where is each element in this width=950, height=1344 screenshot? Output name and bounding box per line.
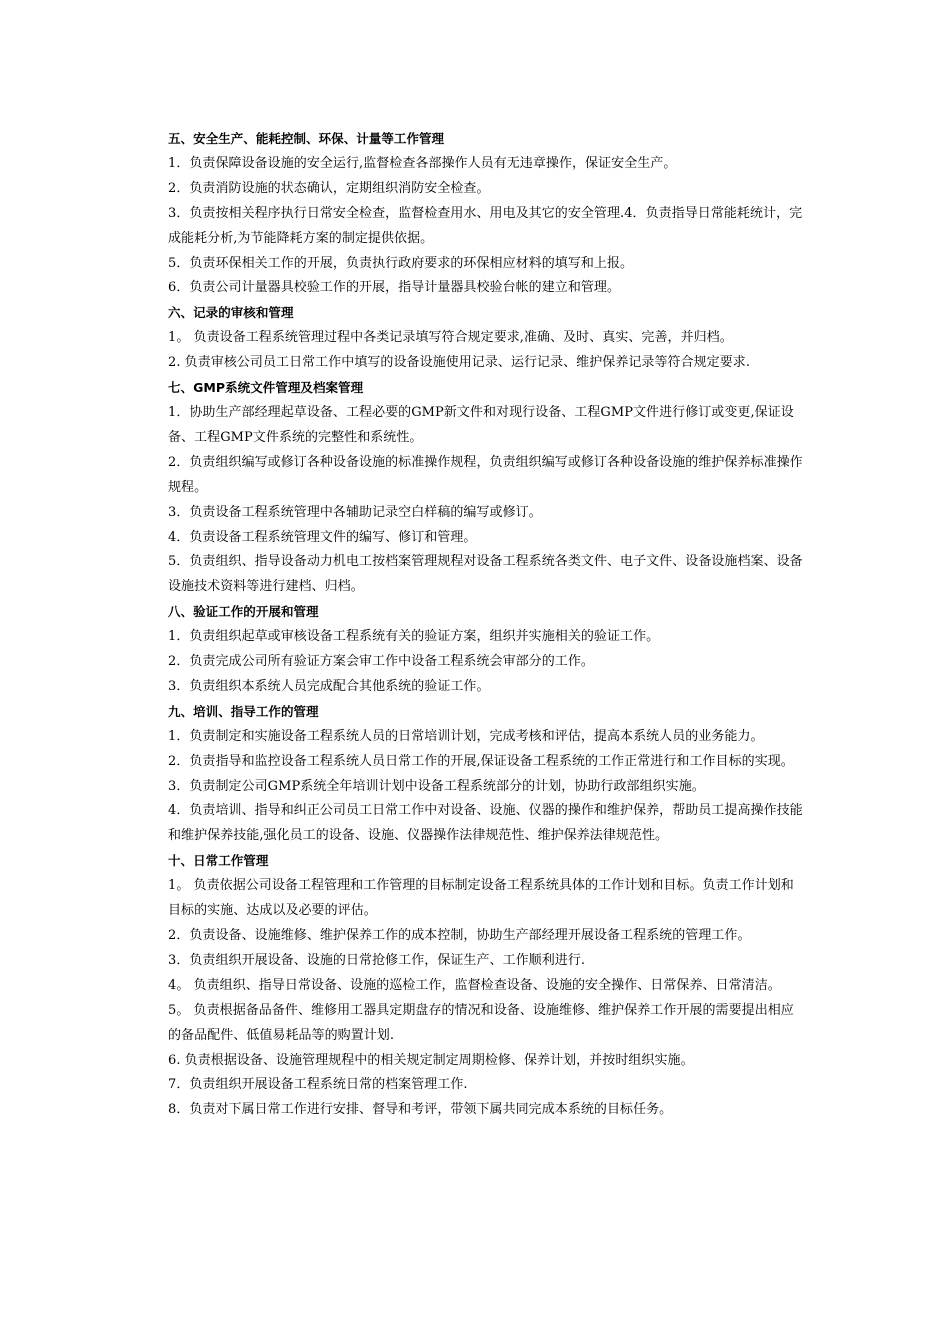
list-item: 5．负责组织、指导设备动力机电工按档案管理规程对设备工程系统各类文件、电子文件、设备设施档案、设备设施技术资料等进行建档、归档。: [168, 554, 803, 595]
list-item: 3．负责按相关程序执行日常安全检查，监督检查用水、用电及其它的安全管理.4．负责指导日常能耗统计，完成能耗分析,为节能降耗方案的制定提供依据。: [168, 205, 803, 246]
section-9: [168, 700, 804, 849]
section-heading: 八、验证工作的开展和管理: [168, 604, 319, 620]
list-item: 1．协助生产部经理起草设备、工程必要的GMP新文件和对现行设备、工程GMP文件进行修订或变更,保证设备、工程GMP文件系统的完整性和系统性。: [168, 404, 794, 445]
section-heading: 五、安全生产、能耗控制、环保、计量等工作管理: [168, 131, 445, 146]
list-item: 2．负责完成公司所有验证方案会审工作中设备工程系统会审部分的工作。: [168, 654, 594, 670]
section-heading: 九、培训、指导工作的管理: [168, 703, 319, 719]
list-item: 2．负责指导和监控设备工程系统人员日常工作的开展,保证设备工程系统的工作正常进行和工作目标的实现。: [168, 753, 794, 769]
list-item: 1．负责保障设备设施的安全运行,监督检查各部操作人员有无违章操作，保证安全生产。: [168, 155, 677, 171]
section-6: [168, 301, 804, 376]
list-item: 1．负责组织起草或审核设备工程系统有关的验证方案，组织并实施相关的验证工作。: [168, 629, 660, 645]
list-item: 3．负责设备工程系统管理中各辅助记录空白样稿的编写或修订。: [168, 504, 542, 520]
section-10: [168, 849, 804, 1123]
list-item: 2. 负责审核公司员工日常工作中填写的设备设施使用记录、运行记录、维护保养记录等符合规定要求.: [168, 355, 751, 371]
section-heading: 十、日常工作管理: [168, 853, 269, 869]
section-heading: 七、GMP系统文件管理及档案管理: [168, 380, 364, 396]
list-item: 2．负责组织编写或修订各种设备设施的标准操作规程，负责组织编写或修订各种设备设施的维护保养标准操作规程。: [168, 454, 803, 495]
list-item: 4．负责设备工程系统管理文件的编写、修订和管理。: [168, 529, 477, 545]
list-item: 5．负责环保相关工作的开展，负责执行政府要求的环保相应材料的填写和上报。: [168, 255, 634, 271]
list-item: 1。 负责设备工程系统管理过程中各类记录填写符合规定要求,准确、及时、真实、完善，并归档。: [168, 330, 733, 346]
list-item: 2．负责消防设施的状态确认，定期组织消防安全检查。: [168, 180, 490, 196]
section-heading: 六、记录的审核和管理: [168, 305, 294, 321]
section-8: [168, 600, 804, 700]
section-5: [168, 127, 804, 301]
list-item: 4．负责培训、指导和纠正公司员工日常工作中对设备、设施、仪器的操作和维护保养，帮助员工提高操作技能和维护保养技能,强化员工的设备、设施、仪器操作法律规范性、维护保养法律规范性。: [168, 803, 803, 844]
list-item: 6．负责公司计量器具校验工作的开展，指导计量器具校验台帐的建立和管理。: [168, 280, 621, 296]
list-item: 5。 负责根据备品备件、维修用工器具定期盘存的情况和设备、设施维修、维护保养工作开展的需要提出相应的备品配件、低值易耗品等的购置计划.: [168, 1002, 794, 1043]
section-7: [168, 376, 804, 600]
list-item: 3．负责制定公司GMP系统全年培训计划中设备工程系统部分的计划，协助行政部组织实施。: [168, 778, 705, 794]
document-body: [168, 127, 804, 1123]
list-item: 1。 负责依据公司设备工程管理和工作管理的目标制定设备工程系统具体的工作计划和目标。负责工作计划和目标的实施、达成以及必要的评估。: [168, 878, 794, 919]
list-item: 1．负责制定和实施设备工程系统人员的日常培训计划，完成考核和评估，提高本系统人员的业务能力。: [168, 728, 764, 744]
list-item: 7．负责组织开展设备工程系统日常的档案管理工作.: [168, 1077, 468, 1093]
list-item: 4。 负责组织、指导日常设备、设施的巡检工作，监督检查设备、设施的安全操作、日常保养、日常清洁。: [168, 977, 781, 993]
list-item: 6. 负责根据设备、设施管理规程中的相关规定制定周期检修、保养计划，并按时组织实施。: [168, 1052, 694, 1068]
list-item: 2．负责设备、设施维修、维护保养工作的成本控制，协助生产部经理开展设备工程系统的管理工作。: [168, 928, 751, 943]
list-item: 3．负责组织本系统人员完成配合其他系统的验证工作。: [168, 678, 490, 694]
list-item: 8．负责对下属日常工作进行安排、督导和考评，带领下属共同完成本系统的目标任务。: [168, 1102, 673, 1118]
list-item: 3．负责组织开展设备、设施的日常抢修工作，保证生产、工作顺利进行.: [168, 952, 586, 968]
